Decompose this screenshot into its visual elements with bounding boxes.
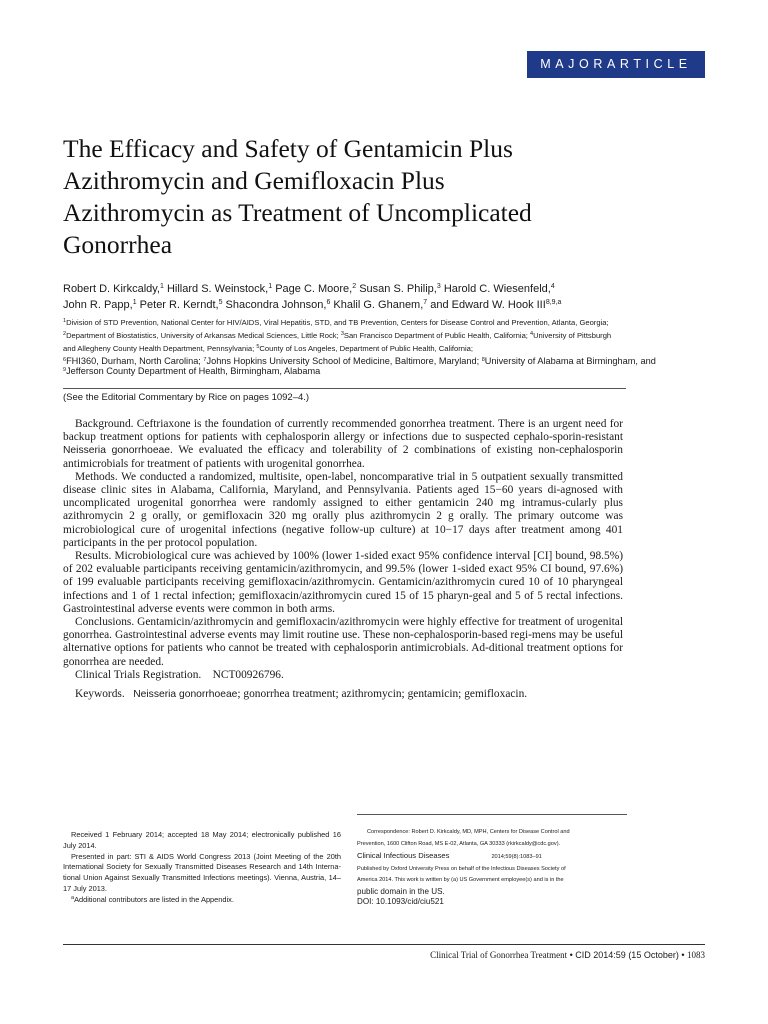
correspondence-address: Prevention, 1600 Clifton Road, MS E-02, Atlanta, GA 30333 (rkirkcaldy@cdc.gov). <box>357 840 561 847</box>
affiliation-text: Jefferson County Department of Health, Birmingham, Alabama <box>66 366 321 376</box>
footnotes-right <box>357 827 637 908</box>
citation: CID 2014:59 (15 October) <box>575 950 679 960</box>
keywords <box>63 688 623 701</box>
abstract-methods: Methods. We conducted a randomized, multisite, open-label, noncomparative trial in 5 outpatient sexually transmitted disease clinic sites in Alabama, California, Maryland, and Pennsylvania. Patients aged 15−60 years di-agnosed with uncomplicated urogenital gonorrhea were randomly assigned to either gentamicin 240 mg intramus-cularly plus azithromycin 2 g orally, or gemifloxacin 320 mg orally plus azithromycin 2 g orally. The primary outcome was microbiological cure of urogenital infections (negative follow-up culture) at 10−17 days after treatment among 401 participants in the per protocol population. <box>63 470 623 549</box>
affiliation-text: San Francisco Department of Public Health, California; <box>343 331 531 340</box>
author-sup: 2 <box>352 283 357 290</box>
affiliation-sup: 2 <box>63 331 67 337</box>
separator: • <box>567 950 576 960</box>
abstract-text: Background. Ceftriaxone is the foundation of currently recommended gonorrhea treatment. There is an urgent need for backup treatment options for patients with cephalosporin allergy or infections due to suspected cephalo-sporin-resistant <box>63 418 623 444</box>
journal-issue: 2014;59(8):1083–91 <box>491 854 542 860</box>
author-sup: 8,9,a <box>545 299 562 306</box>
footnote-sup: a <box>71 894 75 901</box>
author-name: Harold C. Wiesenfeld, <box>440 283 551 295</box>
abstract-background <box>63 418 623 471</box>
author-sup: 1 <box>160 283 164 290</box>
author-sup: 7 <box>423 299 428 306</box>
affiliation-line <box>63 342 713 355</box>
journal-name: Clinical Infectious Diseases <box>357 851 450 860</box>
article-type-badge: MAJORARTICLE <box>527 51 705 78</box>
affiliation-sup: 5 <box>256 344 260 350</box>
title-line: The Efficacy and Safety of Gentamicin Plus <box>63 134 513 163</box>
publisher-note: America 2014. This work is written by (a) US Government employee(s) and is in the <box>357 877 564 883</box>
author-line <box>63 281 713 297</box>
keywords-text: ; gonorrhea treatment; azithromycin; gentamicin; gemifloxacin. <box>237 688 528 701</box>
author-sup: 5 <box>218 299 223 306</box>
page-number: 1083 <box>687 950 705 960</box>
affiliation-text: Department of Biostatistics, University of Arkansas Medical Sciences, Little Rock; <box>66 331 341 340</box>
title-line: Azithromycin as Treatment of Uncomplicated <box>63 198 532 227</box>
affiliation-line <box>63 316 713 329</box>
affiliation-sup: 6 <box>63 357 67 363</box>
separator: • <box>678 950 687 960</box>
author-sup: 3 <box>436 283 441 290</box>
affiliation-text: Division of STD Prevention, National Center for HIV/AIDS, Viral Hepatitis, STD, and TB Prevention, Centers for Disease Control and Prevention, Atlanta, Georgia; <box>66 318 609 327</box>
affiliation-sup: 3 <box>340 331 344 337</box>
author-name: Peter R. Kerndt, <box>136 299 219 311</box>
presented-note: Presented in part: STI & AIDS World Congress 2013 (Joint Meeting of the 20th International Society for Sexually Transmitted Diseases Research and 14th Interna-tional Union Against Sexually Transmitted Infections meetings). Vienna, Austria, 14–17 July 2013. <box>63 851 341 893</box>
received-note: Received 1 February 2014; accepted 18 May 2014; electronically published 16 July 2014. <box>63 830 341 850</box>
organism-name: Neisseria gonorrhoeae <box>63 445 171 457</box>
author-name: Hillard S. Weinstock, <box>163 283 269 295</box>
author-sup: 1 <box>132 299 137 306</box>
trial-registration: Clinical Trials Registration. NCT00926796. <box>75 668 284 681</box>
correspondence: Correspondence: Robert D. Kirkcaldy, MD, MPH, Centers for Disease Control and <box>367 829 570 835</box>
abstract-conclusions: Conclusions. Gentamicin/azithromycin and gemifloxacin/azithromycin were highly effective for treatment of urogenital gonorrhea. Gastrointestinal adverse events may limit routine use. These non-cephalosporin-based regi-mens may be useful alternative options for patients who cannot be treated with cephalosporin antimicrobials. Ad-ditional treatment options for gonorrhea are needed. <box>63 616 623 668</box>
affiliation-text: Johns Hopkins University School of Medicine, Baltimore, Maryland; <box>206 356 482 366</box>
affiliation-sup: 4 <box>530 331 534 337</box>
affiliation-line <box>63 329 713 342</box>
title-line: Gonorrhea <box>63 230 173 259</box>
author-name: Page C. Moore, <box>272 283 353 295</box>
author-name: Susan S. Philip, <box>356 283 437 295</box>
author-line <box>63 297 713 313</box>
affiliation-text: and Allegheny County Health Department, Pennsylvania; <box>63 344 257 353</box>
organism-name: Neisseria gonorrhoeae <box>133 689 238 701</box>
affiliation-sup: 9 <box>63 367 67 373</box>
author-name: and Edward W. Hook III <box>427 299 546 311</box>
affiliation-sup: 8 <box>481 357 485 363</box>
running-title: Clinical Trial of Gonorrhea Treatment <box>430 950 568 960</box>
affiliation-text: County of Los Angeles, Department of Public Health, California; <box>259 344 473 353</box>
keywords-label: Keywords. <box>75 688 134 701</box>
abstract-text: . We evaluated the efficacy and tolerability of 2 combinations of existing non-cephalosporin antimicrobials for treatment of patients with urogenital gonorrhea. <box>63 444 623 470</box>
running-footer <box>430 950 705 960</box>
abstract-results: Results. Microbiological cure was achieved by 100% (lower 1-sided exact 95% confidence interval [CI] bound, 98.5%) of 202 evaluable participants receiving gentamicin/azithromycin, and 99.5% (lower 1-sided exact 95% CI bound, 97.6%) of 199 evaluable participants receiving gemifloxacin/azithromycin. Gentamicin/azithromycin cured 10 of 10 pharyngeal infections and 1 of 1 rectal infection; gemifloxacin/azithromycin cured 15 of 15 pharyn-geal and 5 of 5 rectal infections. Gastrointestinal adverse events were common in both arms. <box>63 550 623 615</box>
footnotes-left <box>63 830 341 906</box>
public-domain-note: public domain in the US. <box>357 886 445 896</box>
author-name: Khalil G. Ghanem, <box>330 299 424 311</box>
article-title <box>63 133 663 261</box>
author-name: Shacondra Johnson, <box>222 299 327 311</box>
author-list <box>63 281 713 313</box>
affiliation-sup: 7 <box>203 357 207 363</box>
divider <box>63 388 626 389</box>
affiliation-sup: 1 <box>63 318 67 324</box>
author-name: John R. Papp, <box>63 299 133 311</box>
editorial-note: (See the Editorial Commentary by Rice on pages 1092–4.) <box>63 392 310 403</box>
abstract <box>63 418 623 701</box>
affiliations <box>63 316 713 378</box>
affiliation-text: University of Pittsburgh <box>533 331 612 340</box>
publisher-note: Published by Oxford University Press on behalf of the Infectious Diseases Society of <box>357 865 566 872</box>
affiliation-text: University of Alabama at Birmingham, and <box>484 356 656 366</box>
author-sup: 4 <box>550 283 555 290</box>
affiliation-text: FHI360, Durham, North Carolina; <box>66 356 204 366</box>
divider <box>357 814 627 815</box>
footer-divider <box>63 944 705 945</box>
doi: DOI: 10.1093/cid/ciu521 <box>357 897 444 906</box>
author-name: Robert D. Kirkcaldy, <box>63 283 160 295</box>
contributors-note <box>63 895 341 906</box>
title-line: Azithromycin and Gemifloxacin Plus <box>63 166 445 195</box>
footnote-text: Additional contributors are listed in the Appendix. <box>74 894 234 904</box>
journal-line <box>357 850 637 864</box>
author-sup: 1 <box>268 283 273 290</box>
author-sup: 6 <box>326 299 331 306</box>
